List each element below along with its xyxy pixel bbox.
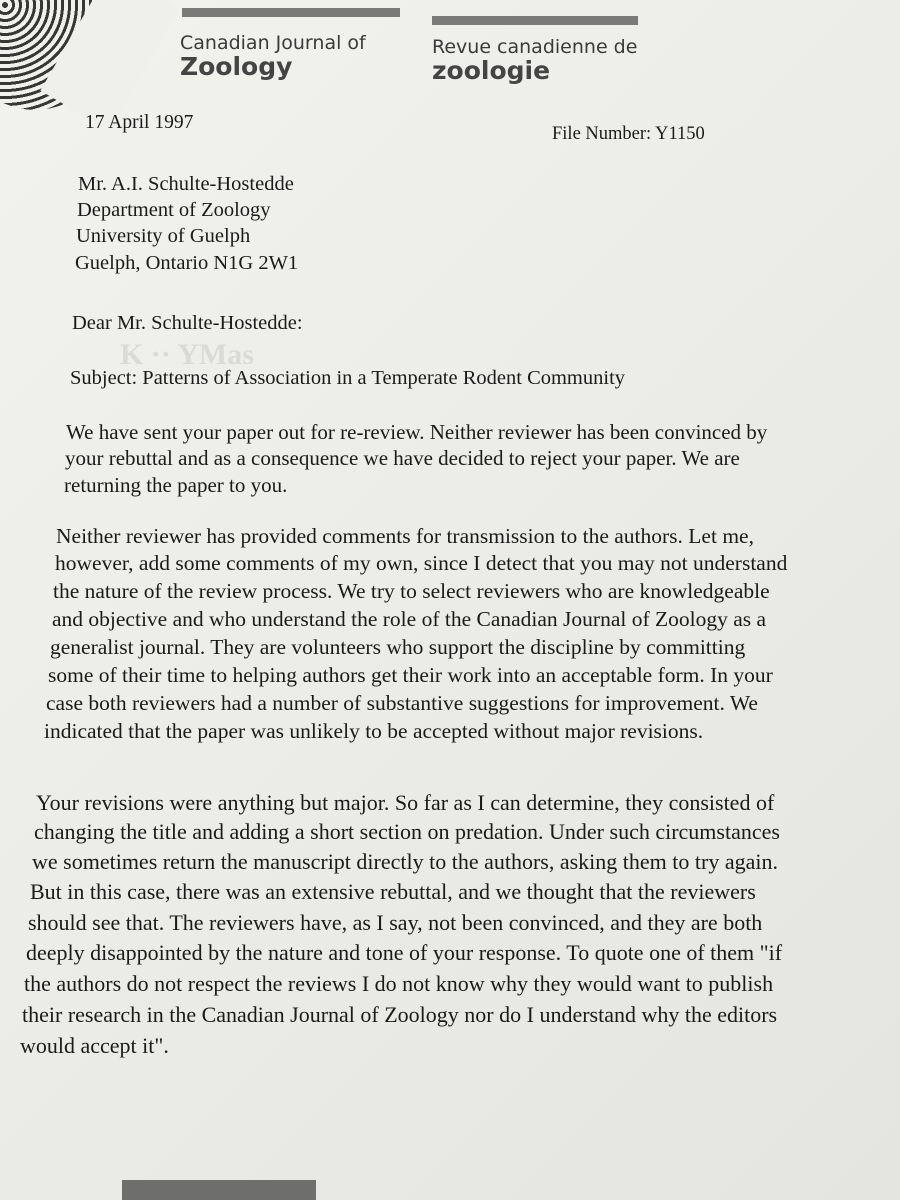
bottom-edge-tab <box>122 1180 316 1200</box>
address-line: Department of Zoology <box>77 199 271 221</box>
paragraph-line: returning the paper to you. <box>64 473 288 497</box>
letter-date: 17 April 1997 <box>85 112 194 133</box>
bleed-through-mark: K ·· Y​Mas <box>120 338 254 371</box>
paragraph-line: changing the title and adding a short section on predation. Under such circumstances <box>34 819 780 844</box>
masthead-english <box>180 34 366 80</box>
paragraph-line: should see that. The reviewers have, as I say, not been convinced, and they are both <box>28 910 763 935</box>
masthead-fr-line2: zoologie <box>432 55 551 85</box>
paragraph-line: the nature of the review process. We try to select reviewers who are knowledgeable <box>53 579 770 603</box>
paragraph-line: would accept it". <box>20 1033 169 1058</box>
masthead-bar-en <box>182 8 400 17</box>
paragraph-line: Your revisions were anything but major. So far as I can determine, they consisted of <box>36 790 775 815</box>
paragraph-line: Neither reviewer has provided comments for transmission to the authors. Let me, <box>56 524 754 548</box>
paragraph-line: generalist journal. They are volunteers who support the discipline by committing <box>50 635 746 659</box>
paragraph-line: some of their time to helping authors get their work into an acceptable form. In your <box>48 663 773 687</box>
subject-line: Subject: Patterns of Association in a Temperate Rodent Community <box>70 367 626 389</box>
address-line: University of Guelph <box>76 225 251 247</box>
paragraph-line: But in this case, there was an extensive rebuttal, and we thought that the reviewers <box>30 879 756 904</box>
paragraph-line: and objective and who understand the role of the Canadian Journal of Zoology as a <box>52 607 767 631</box>
address-line: Guelph, Ontario N1G 2W1 <box>75 252 299 274</box>
masthead-french <box>432 38 637 84</box>
masthead-en-line2: Zoology <box>180 51 293 81</box>
paragraph-line: we sometimes return the manuscript directly to the authors, asking them to try again. <box>32 849 778 874</box>
paragraph-line: the authors do not respect the reviews I do not know why they would want to publish <box>24 971 774 996</box>
masthead-bar-fr <box>432 16 638 25</box>
paragraph-line: your rebuttal and as a consequence we have decided to reject your paper. We are <box>65 446 740 470</box>
file-number: File Number: Y1150 <box>552 124 705 144</box>
paragraph-line: indicated that the paper was unlikely to be accepted without major revisions. <box>44 719 704 743</box>
masthead-en-line1: Canadian Journal of <box>180 32 366 54</box>
address-line: Mr. A.I. Schulte-Hostedde <box>78 173 294 195</box>
paragraph-line: their research in the Canadian Journal of Zoology nor do I understand why the editors <box>22 1002 778 1027</box>
paragraph-line: case both reviewers had a number of substantive suggestions for improvement. We <box>46 691 758 715</box>
paragraph-line: We have sent your paper out for re-review. Neither reviewer has been convinced by <box>66 420 768 444</box>
paragraph-line: however, add some comments of my own, since I detect that you may not understand <box>55 551 788 575</box>
paragraph-line: deeply disappointed by the nature and tone of your response. To quote one of them "if <box>26 940 783 965</box>
masthead-fr-line1: Revue canadienne de <box>432 36 638 58</box>
salutation: Dear Mr. Schulte-Hostedde: <box>72 312 303 334</box>
